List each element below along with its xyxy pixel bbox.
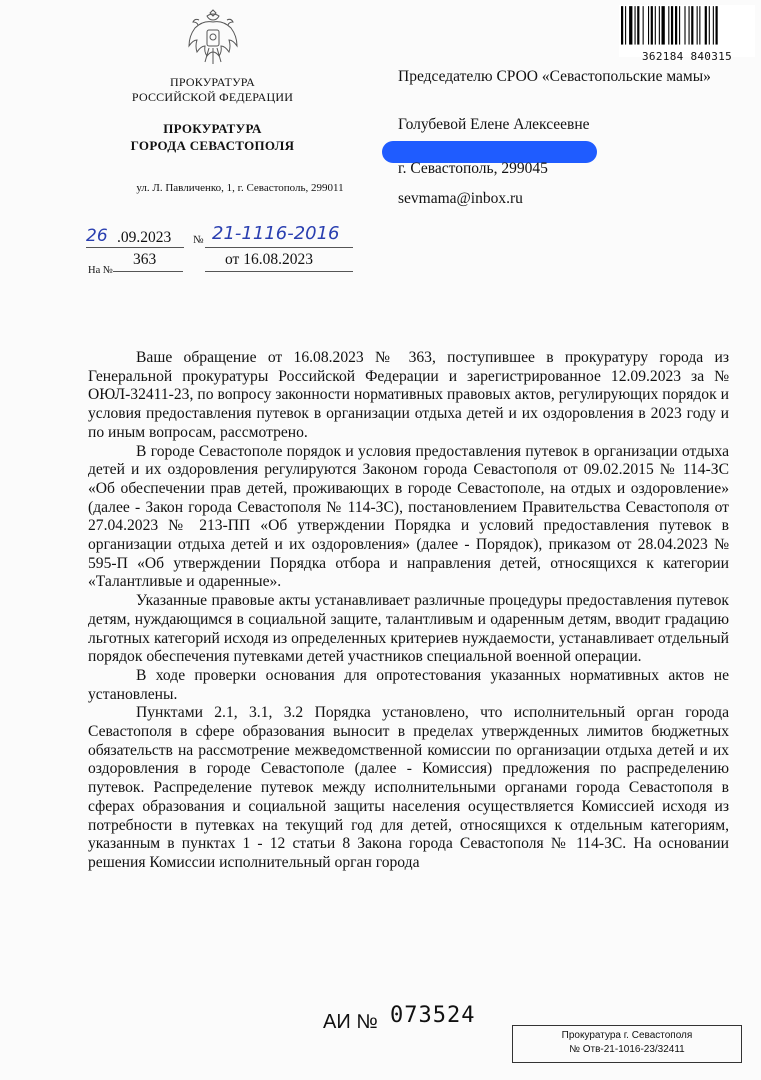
date-underline	[86, 247, 184, 248]
number-sign: №	[193, 234, 204, 246]
office-name-line2: ГОРОДА СЕВАСТОПОЛЯ	[130, 138, 295, 153]
double-headed-eagle-icon	[185, 6, 241, 70]
paragraph: Пунктами 2.1, 3.1, 3.2 Порядка установлено, что исполнительный орган города Севастополя в сфере образования выносит в пределах утвержденных лимитов бюджетных обязательств на рассмотрение межведомственной комиссии по организации отдыха детей и их оздоровления в городе Севастополе (далее - Комиссия) предложения по распределению путевок. Распределение путевок между исполнительными органами города Севастополя в сферах образования и социальной защиты населения осуществляется Комиссией исходя из потребности в путевках на текущий год для детей, относящихся к отдельным категориям, указанным в пунктах 1 - 12 статьи 8 Закона города Севастополя № 114-ЗС. На основании решения Комиссии исполнительный орган города	[88, 704, 729, 871]
recipient-title: Председателю СРОО «Севастопольские мамы»	[398, 68, 711, 85]
reply-number-underline	[113, 271, 183, 272]
org-name-line2: РОССИЙСКОЙ ФЕДЕРАЦИИ	[131, 90, 294, 104]
paragraph: В городе Севастополе порядок и условия предоставления путевок в организации отдыха детей и их оздоровления регулируются Законом города Севастополя от 09.02.2015 № 114-ЗС «Об обеспечении прав детей, проживающих в городе Севастополе, на отдых и оздоровление» (далее - Закон города Севастополя № 114-ЗС), постановлением Правительства Севастополя от 27.04.2023 № 213-ПП «Об утверждении Порядка и условий предоставления путевок в организации отдыха детей и их оздоровления» (далее - Порядок), приказом от 28.04.2023 № 595-П «Об утверждении Порядка отбора и направления детей, относящихся к категории «Талантливые и одаренные».	[88, 442, 729, 591]
reply-date: от 16.08.2023	[225, 251, 313, 268]
outgoing-date: .09.2023	[117, 229, 172, 246]
recipient-city: г. Севастополь, 299045	[398, 160, 548, 177]
registration-stamp	[512, 1025, 742, 1063]
paragraph: В ходе проверки основания для опротестования указанных нормативных актов не установлены.	[88, 666, 729, 703]
reply-date-underline	[205, 271, 353, 272]
outgoing-date-day: 26	[86, 226, 108, 246]
recipient-email: sevmama@inbox.ru	[398, 190, 523, 207]
reply-label: На №	[88, 265, 113, 276]
ai-number: 073524	[390, 1003, 476, 1028]
stamp-office: Прокуратура г. Севастополя	[561, 1030, 693, 1041]
recipient-name: Голубевой Елене Алексеевне	[398, 116, 590, 133]
letter-body	[88, 349, 729, 873]
number-underline	[205, 247, 353, 248]
reply-number: 363	[133, 251, 157, 268]
paragraph: Указанные правовые акты устанавливает различные процедуры предоставления путевок детям, нуждающимся в социальной защите, талантливым и одаренным детям, вводит градацию льготных категорий исходя из определенных критериев нуждаемости, устанавливает отдельный порядок обеспечения путевками детей участников специальной военной операции.	[88, 592, 729, 666]
ai-label: АИ №	[323, 1011, 378, 1033]
paragraph: Ваше обращение от 16.08.2023 № 363, поступившее в прокуратуру города из Генеральной прокуратуры Российской Федерации и зарегистрированное 12.09.2023 за № ОЮЛ-32411-23, по вопросу законности нормативных правовых актов, регулирующих порядок и условия предоставления путевок в организации отдыха детей и их оздоровления в 2023 году и по иным вопросам, рассмотрено.	[88, 349, 729, 441]
org-name-line1: ПРОКУРАТУРА	[170, 75, 255, 89]
office-name-line1: ПРОКУРАТУРА	[163, 121, 262, 136]
office-address: ул. Л. Павличенко, 1, г. Севастополь, 299011	[136, 182, 344, 194]
stamp-number: № Отв-21-1016-23/32411	[569, 1044, 685, 1055]
outgoing-number: 21-1116-2016	[212, 223, 340, 244]
barcode-number: 362184 840315	[642, 50, 732, 63]
